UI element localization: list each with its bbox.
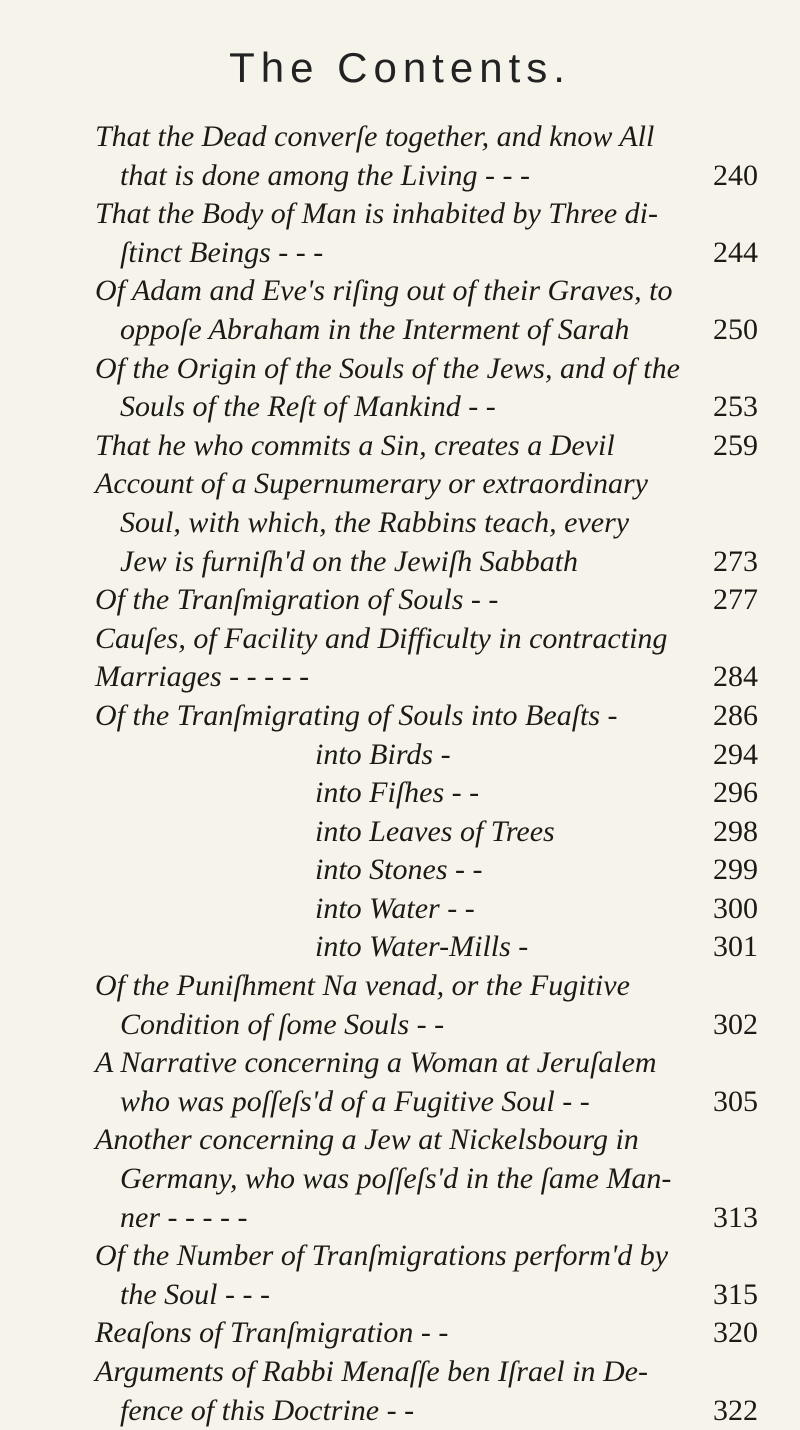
entry-page-number: 250 bbox=[713, 312, 758, 346]
contents-entry bbox=[0, 1199, 800, 1238]
contents-entry bbox=[0, 272, 800, 311]
page-header: The Contents. bbox=[229, 44, 571, 91]
entry-page-number: 259 bbox=[713, 428, 758, 462]
contents-entry bbox=[0, 813, 800, 852]
entry-page-number: 273 bbox=[713, 544, 758, 578]
entry-page-number: 294 bbox=[713, 737, 758, 771]
entry-title: Marriages - - - - - bbox=[95, 660, 310, 694]
contents-entry bbox=[0, 1276, 800, 1315]
entry-title: Germany, who was poſſeſs'd in the ſame Man- bbox=[120, 1162, 672, 1196]
contents-entry bbox=[0, 658, 800, 697]
entry-title: Cauſes, of Facility and Difficulty in contracting bbox=[95, 621, 668, 655]
entry-title: that is done among the Living - - - bbox=[120, 158, 530, 192]
contents-entry bbox=[0, 1083, 800, 1122]
entry-page-number: 301 bbox=[713, 930, 758, 964]
contents-entry bbox=[0, 1314, 800, 1353]
entry-page-number: 244 bbox=[713, 235, 758, 269]
contents-entry bbox=[0, 311, 800, 350]
contents-entry bbox=[0, 967, 800, 1006]
contents-entry bbox=[0, 890, 800, 929]
entry-title: Condition of ſome Souls - - bbox=[120, 1007, 445, 1041]
entry-title: Account of a Supernumerary or extraordinary bbox=[95, 467, 648, 501]
contents-entry bbox=[0, 1006, 800, 1045]
contents-entry bbox=[0, 195, 800, 234]
contents-entry bbox=[0, 504, 800, 543]
contents-entry bbox=[0, 1353, 800, 1392]
contents-entry bbox=[0, 465, 800, 504]
entry-title: into Stones - - bbox=[315, 853, 483, 887]
contents-entry bbox=[0, 851, 800, 890]
entry-title: into Fiſhes - - bbox=[315, 776, 480, 810]
entry-title: Another concerning a Jew at Nickelsbourg in bbox=[95, 1123, 639, 1157]
entry-page-number: 296 bbox=[713, 776, 758, 810]
entry-title: into Birds - bbox=[315, 737, 451, 771]
entry-title: Of the Number of Tranſmigrations perform'd by bbox=[95, 1239, 669, 1273]
entry-page-number: 299 bbox=[713, 853, 758, 887]
contents-entry bbox=[0, 234, 800, 273]
contents-entry bbox=[0, 1237, 800, 1276]
entry-title: Arguments of Rabbi Menaſſe ben Iſrael in De- bbox=[95, 1355, 648, 1388]
entry-title: A Narrative concerning a Woman at Jeruſalem bbox=[95, 1046, 657, 1080]
entry-page-number: 320 bbox=[713, 1316, 758, 1350]
entry-page-number: 302 bbox=[713, 1007, 758, 1041]
entry-page-number: 240 bbox=[713, 158, 758, 192]
contents-entry bbox=[0, 1044, 800, 1083]
entry-page-number: 277 bbox=[713, 583, 758, 617]
contents-list bbox=[0, 118, 800, 1430]
entry-page-number: 284 bbox=[713, 660, 758, 694]
entry-title: Of Adam and Eve's riſing out of their Graves, to bbox=[95, 274, 673, 308]
contents-entry bbox=[0, 697, 800, 736]
entry-title: Soul, with which, the Rabbins teach, every bbox=[120, 505, 630, 539]
entry-title: into Water-Mills - bbox=[315, 930, 529, 964]
entry-title: Of the Tranſmigration of Souls - - bbox=[95, 583, 499, 617]
entry-page-number: 315 bbox=[713, 1277, 758, 1311]
entry-page-number: 322 bbox=[713, 1393, 758, 1427]
contents-entry bbox=[0, 1160, 800, 1199]
entry-page-number: 253 bbox=[713, 390, 758, 424]
contents-entry bbox=[0, 543, 800, 582]
contents-entry bbox=[0, 388, 800, 427]
entry-title: the Soul - - - bbox=[120, 1277, 270, 1311]
entry-title: ſtinct Beings - - - bbox=[120, 235, 324, 269]
entry-title: Of the Origin of the Souls of the Jews, and of the bbox=[95, 351, 680, 385]
contents-entry bbox=[0, 1392, 800, 1430]
entry-title: into Water - - bbox=[315, 891, 475, 925]
entry-title: Souls of the Reſt of Mankind - - bbox=[120, 390, 496, 424]
contents-entry bbox=[0, 118, 800, 157]
entry-title: Of the Tranſmigrating of Souls into Beaſts - bbox=[95, 698, 618, 732]
entry-page-number: 286 bbox=[713, 698, 758, 732]
entry-title: That the Dead converſe together, and know All bbox=[95, 120, 655, 153]
entry-title: into Leaves of Trees bbox=[315, 814, 555, 848]
entry-page-number: 313 bbox=[713, 1200, 758, 1234]
contents-entry bbox=[0, 1121, 800, 1160]
contents-entry bbox=[0, 427, 800, 466]
contents-entry bbox=[0, 736, 800, 775]
entry-title: Jew is furniſh'd on the Jewiſh Sabbath bbox=[120, 544, 579, 578]
contents-entry bbox=[0, 350, 800, 389]
entry-title: Of the Puniſhment Na venad, or the Fugitive bbox=[95, 969, 630, 1003]
entry-page-number: 305 bbox=[713, 1084, 758, 1118]
entry-title: That he who commits a Sin, creates a Devil bbox=[95, 428, 615, 462]
entry-page-number: 300 bbox=[713, 891, 758, 925]
contents-entry bbox=[0, 774, 800, 813]
contents-entry bbox=[0, 157, 800, 196]
entry-title: Reaſons of Tranſmigration - - bbox=[95, 1316, 449, 1350]
entry-title: That the Body of Man is inhabited by Three di- bbox=[95, 197, 658, 231]
contents-entry bbox=[0, 620, 800, 659]
entry-title: fence of this Doctrine - - bbox=[120, 1393, 415, 1427]
entry-title: oppoſe Abraham in the Interment of Sarah bbox=[120, 312, 630, 346]
entry-title: who was poſſeſs'd of a Fugitive Soul - - bbox=[120, 1084, 590, 1118]
entry-title: ner - - - - - bbox=[120, 1200, 248, 1234]
entry-page-number: 298 bbox=[713, 814, 758, 848]
contents-entry bbox=[0, 928, 800, 967]
contents-entry bbox=[0, 581, 800, 620]
